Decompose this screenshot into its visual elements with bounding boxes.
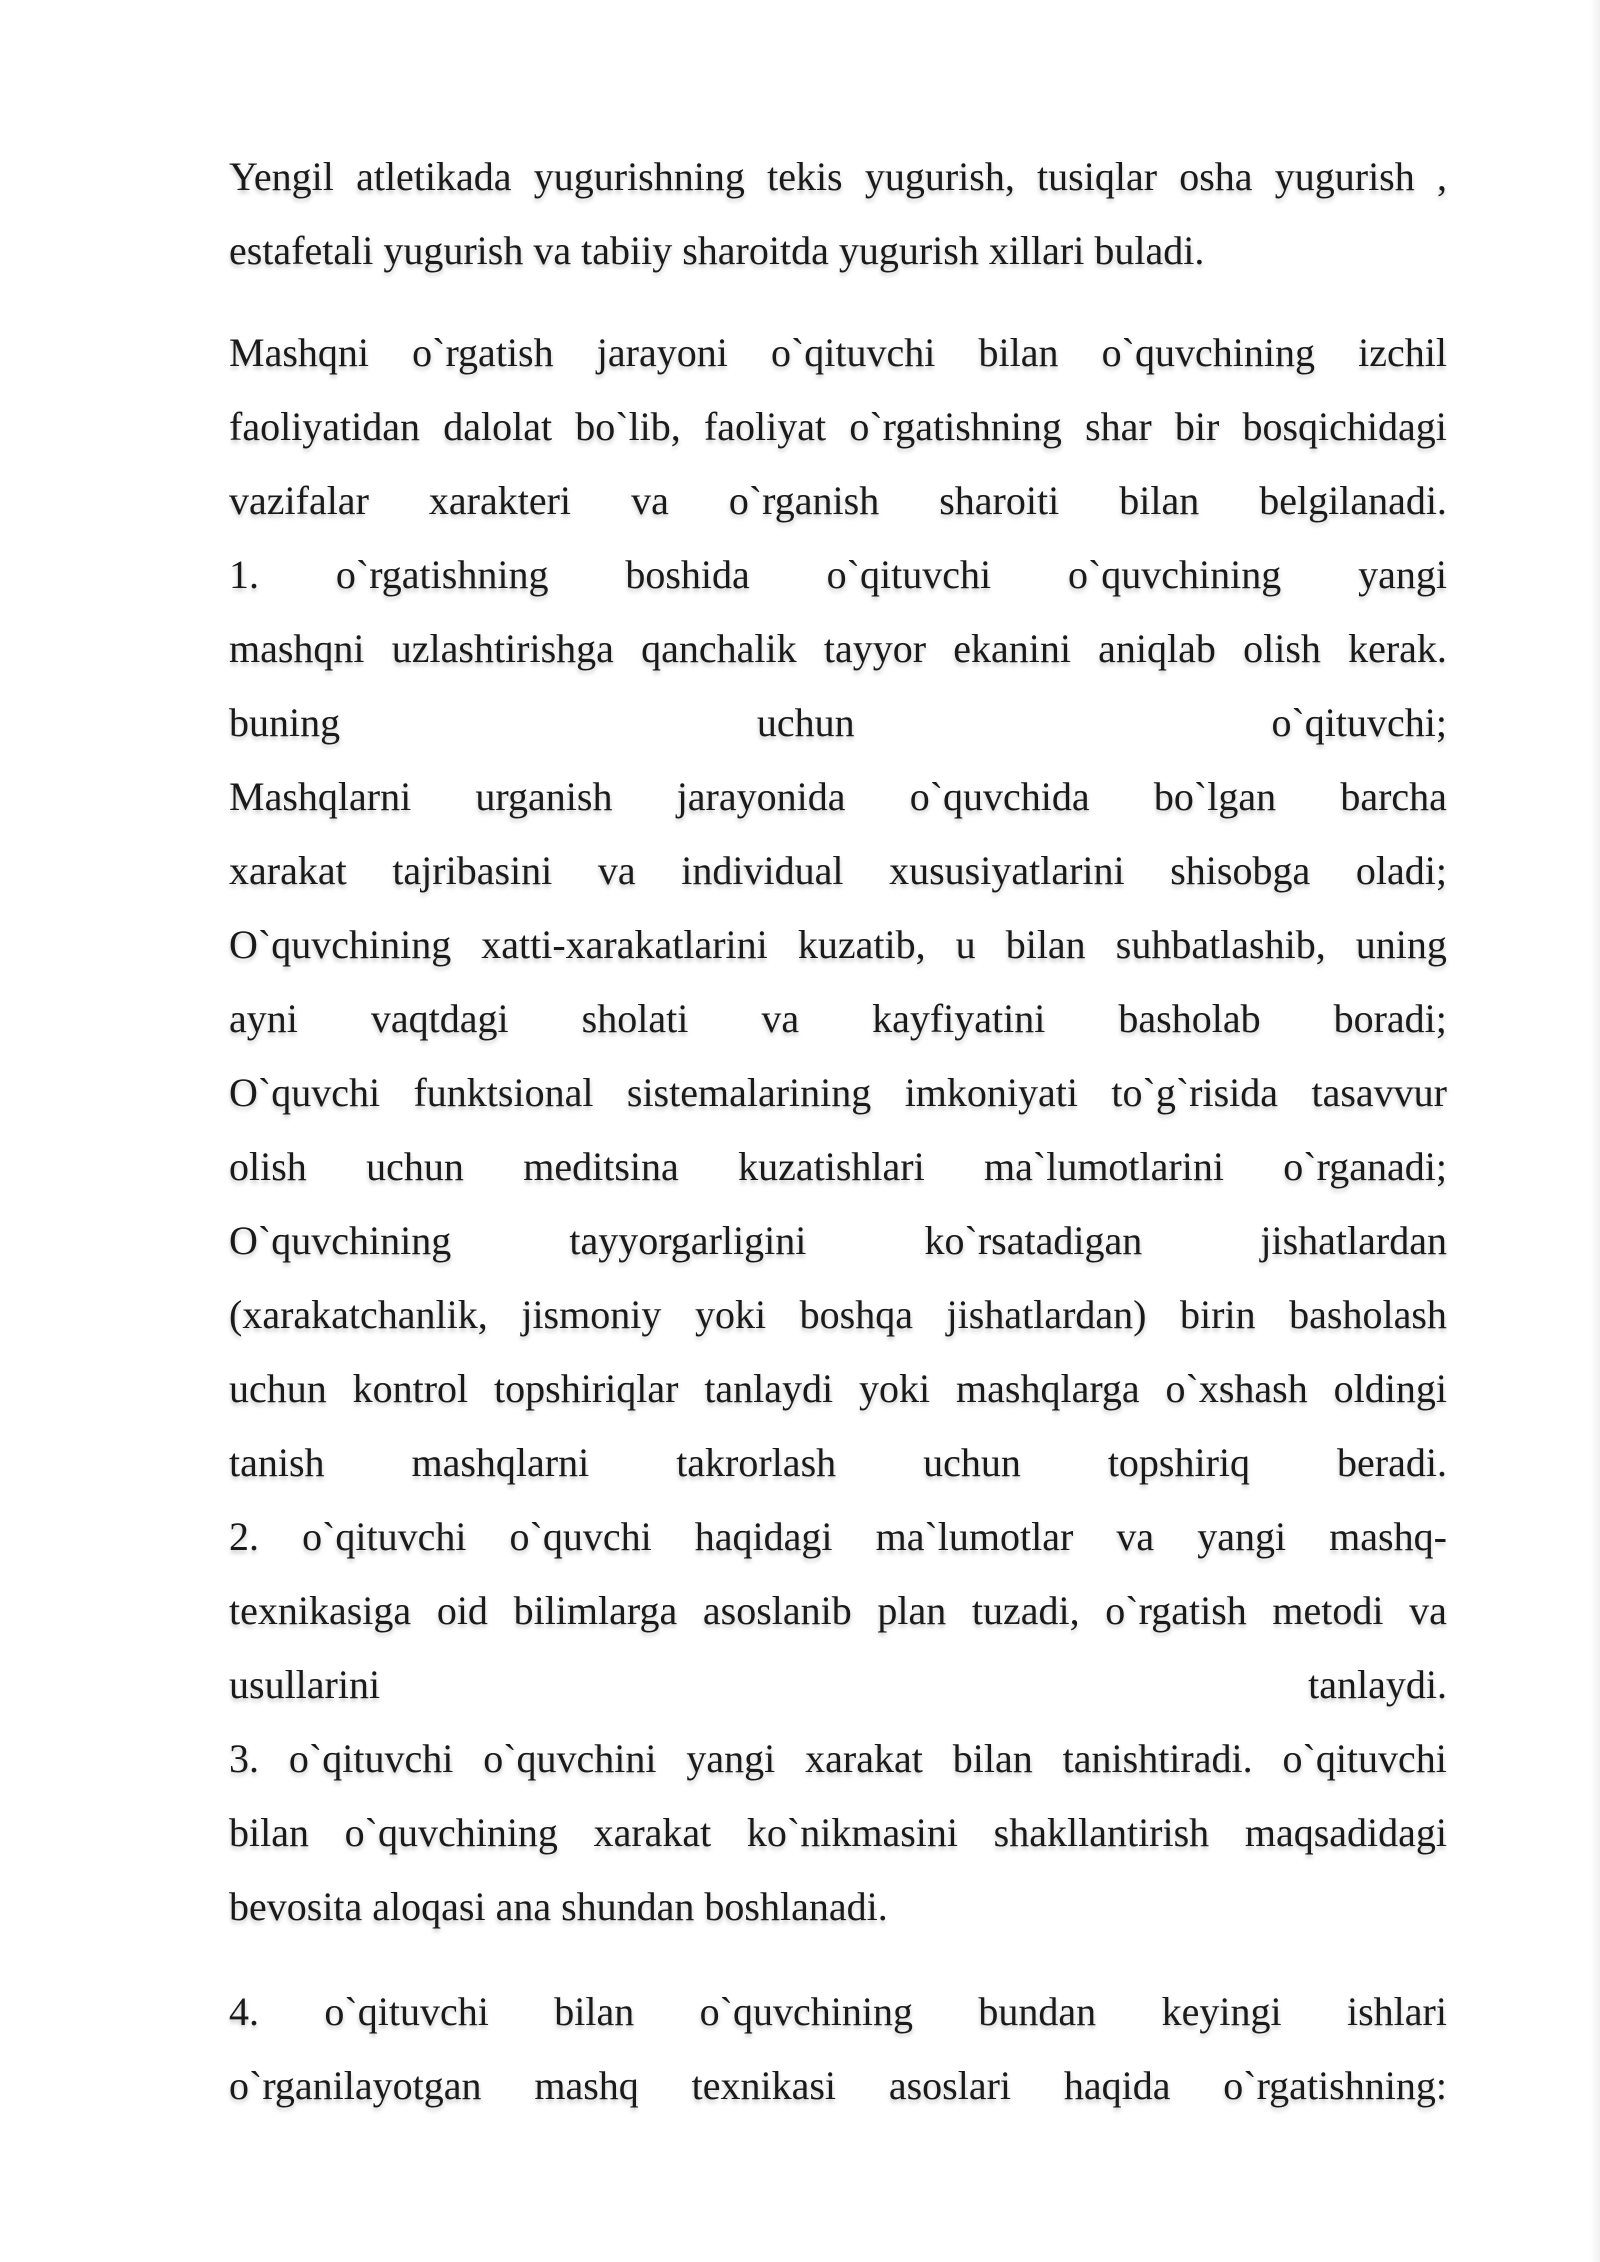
word: ishlari	[1347, 1989, 1447, 2034]
word: o`rganadi;	[1283, 1144, 1447, 1189]
word: vaqtdagi	[370, 996, 509, 1041]
word: jarayoni	[596, 330, 728, 375]
word: tanishtiradi.	[1062, 1736, 1253, 1781]
word: suhbatlashib,	[1115, 922, 1326, 967]
word: shisobga	[1170, 848, 1311, 893]
word: boradi;	[1333, 996, 1447, 1041]
word: birin	[1180, 1292, 1256, 1337]
word: o`rgatish	[412, 330, 554, 375]
word: o`qituvchi	[324, 1989, 489, 2034]
text-line	[229, 538, 1447, 612]
word: o`qituvchi;	[1271, 700, 1447, 745]
word: keyingi	[1161, 1989, 1282, 2034]
text-line	[229, 1500, 1447, 1574]
word: to`g`risida	[1111, 1070, 1279, 1115]
word: basholash	[1289, 1292, 1447, 1337]
word: o`quvchining	[344, 1810, 558, 1855]
word: ,	[1436, 154, 1447, 199]
word: O`quvchining	[229, 922, 452, 967]
word: 3.	[229, 1736, 259, 1781]
word: yugurishning	[533, 154, 745, 199]
word: o`qituvchi	[1282, 1736, 1447, 1781]
word: xarakteri	[428, 478, 572, 523]
word: xususiyatlarini	[889, 848, 1125, 893]
text-line	[229, 2049, 1447, 2123]
word: osha	[1179, 154, 1253, 199]
word: topshiriqlar	[494, 1366, 679, 1411]
word: buning	[229, 700, 341, 745]
word: va	[597, 848, 636, 893]
word: olish	[1243, 626, 1321, 671]
word: asoslari	[888, 2063, 1012, 2108]
word: ekanini	[953, 626, 1071, 671]
word: tanish	[229, 1440, 325, 1485]
word: bo`lib,	[575, 404, 681, 449]
text-line	[229, 908, 1447, 982]
word: tanlaydi	[704, 1366, 834, 1411]
text-line: bevosita aloqasi ana shundan boshlanadi.	[229, 1884, 888, 1929]
word: jishatlardan	[1260, 1218, 1447, 1263]
text-line	[229, 1426, 1447, 1500]
word: kuzatib,	[797, 922, 926, 967]
word: tasavvur	[1311, 1070, 1447, 1115]
word: belgilanadi.	[1259, 478, 1447, 523]
paragraph-3	[229, 1975, 1447, 2123]
text-line	[229, 1722, 1447, 1796]
text-line	[229, 686, 1447, 760]
word: o`quvchini	[483, 1736, 657, 1781]
word: ayni	[229, 996, 298, 1041]
word: o`rgatishning	[849, 404, 1062, 449]
word: jishatlardan)	[946, 1292, 1147, 1337]
word: tanlaydi.	[1308, 1662, 1447, 1707]
word: uchun	[756, 700, 855, 745]
word: va	[631, 478, 669, 523]
paragraph-body	[229, 140, 1447, 288]
word: texnikasi	[691, 2063, 837, 2108]
word: oldingi	[1333, 1366, 1447, 1411]
word: o`qituvchi	[302, 1514, 467, 1559]
word: faoliyat	[703, 404, 827, 449]
word: ma`lumotlarini	[984, 1144, 1224, 1189]
text-line	[229, 1278, 1447, 1352]
word: plan	[877, 1588, 947, 1633]
paragraph-2	[229, 316, 1447, 1944]
word: individual	[681, 848, 844, 893]
word: beradi.	[1337, 1440, 1447, 1485]
word: uchun	[229, 1366, 327, 1411]
word: o`rgatishning	[335, 552, 549, 597]
word: kerak.	[1348, 626, 1447, 671]
word: takrorlash	[676, 1440, 837, 1485]
word: kontrol	[352, 1366, 469, 1411]
word: tajribasini	[392, 848, 553, 893]
word: boshida	[625, 552, 750, 597]
word: yugurish	[1274, 154, 1415, 199]
word: o`qituvchi	[770, 330, 936, 375]
word: va	[1116, 1514, 1155, 1559]
word: topshiriq	[1107, 1440, 1251, 1485]
word: bir	[1174, 404, 1220, 449]
word: xatti-xarakatlarini	[481, 922, 768, 967]
word: xarakat	[593, 1810, 712, 1855]
word: vazifalar	[229, 478, 369, 523]
paragraph-body	[229, 1975, 1447, 2123]
text-line	[229, 834, 1447, 908]
text-line	[229, 1796, 1447, 1870]
word: o`quvchining	[1101, 330, 1315, 375]
text-line	[229, 612, 1447, 686]
word: va	[1409, 1588, 1447, 1633]
text-line	[229, 982, 1447, 1056]
word: xarakat	[229, 848, 347, 893]
word: basholab	[1118, 996, 1261, 1041]
word: barcha	[1340, 774, 1447, 819]
word: o`rgatish	[1105, 1588, 1247, 1633]
text-line	[229, 1204, 1447, 1278]
word: o`quvchi	[509, 1514, 652, 1559]
word: mashqni	[229, 626, 365, 671]
word: usullarini	[229, 1662, 381, 1707]
word: oid	[436, 1588, 488, 1633]
word: (xarakatchanlik,	[229, 1292, 488, 1337]
text-line	[229, 1975, 1447, 2049]
word: Mashqlarni	[229, 774, 412, 819]
word: boshqa	[799, 1292, 913, 1337]
word: tusiqlar	[1037, 154, 1158, 199]
word: mashqlarni	[411, 1440, 590, 1485]
word: o`rganish	[728, 478, 880, 523]
word: bilan	[952, 1736, 1033, 1781]
word: yoki	[694, 1292, 767, 1337]
word: meditsina	[523, 1144, 679, 1189]
word: 1.	[229, 552, 259, 597]
text-line	[229, 1574, 1447, 1648]
word: o`quvchining	[699, 1989, 913, 2034]
word: yoki	[859, 1366, 931, 1411]
word: bilan	[978, 330, 1059, 375]
word: yugurish,	[864, 154, 1015, 199]
word: haqidagi	[694, 1514, 833, 1559]
word: O`quvchining	[229, 1218, 452, 1263]
text-line: estafetali yugurish va tabiiy sharoitda yugurish xillari buladi.	[229, 228, 1205, 273]
word: sistemalarining	[626, 1070, 872, 1115]
text-line	[229, 316, 1447, 390]
word: mashq-	[1329, 1514, 1447, 1559]
word: sholati	[581, 996, 689, 1041]
word: yangi	[1197, 1514, 1287, 1559]
word: o`rgatishning:	[1223, 2063, 1447, 2108]
word: yangi	[1358, 552, 1447, 597]
word: qanchalik	[641, 626, 797, 671]
paragraph-1	[229, 140, 1447, 288]
word: metodi	[1272, 1588, 1384, 1633]
word: uzlashtirishga	[391, 626, 614, 671]
word: shar	[1085, 404, 1152, 449]
word: yangi	[686, 1736, 776, 1781]
word: tuzadi,	[971, 1588, 1080, 1633]
word: ma`lumotlar	[875, 1514, 1074, 1559]
word: funktsional	[413, 1070, 594, 1115]
word: kuzatishlari	[738, 1144, 925, 1189]
word: o`quvchining	[1067, 552, 1282, 597]
word: ko`nikmasini	[746, 1810, 959, 1855]
word: maqsadidagi	[1244, 1810, 1447, 1855]
word: kayfiyatini	[872, 996, 1046, 1041]
word: bilan	[229, 1810, 309, 1855]
word: izchil	[1358, 330, 1447, 375]
text-line	[229, 464, 1447, 538]
word: sharoiti	[939, 478, 1060, 523]
word: bilimlarga	[513, 1588, 678, 1633]
text-line	[229, 1648, 1447, 1722]
word: olish	[229, 1144, 307, 1189]
text-line	[229, 1352, 1447, 1426]
word: 2.	[229, 1514, 259, 1559]
word: shakllantirish	[993, 1810, 1210, 1855]
word: bilan	[1005, 922, 1086, 967]
word: Mashqni	[229, 330, 369, 375]
word: aniqlab	[1098, 626, 1216, 671]
word: o`rganilayotgan	[229, 2063, 482, 2108]
word: faoliyatidan	[229, 404, 421, 449]
word: o`qituvchi	[826, 552, 992, 597]
text-line	[229, 1130, 1447, 1204]
word: uchun	[366, 1144, 464, 1189]
word: 4.	[229, 1989, 259, 2034]
word: mashqlarga	[956, 1366, 1140, 1411]
word: o`qituvchi	[288, 1736, 454, 1781]
word: bundan	[978, 1989, 1097, 2034]
word: asoslanib	[702, 1588, 852, 1633]
word: jarayonida	[676, 774, 846, 819]
word: atletikada	[356, 154, 512, 199]
word: bosqichidagi	[1242, 404, 1447, 449]
word: tayyor	[823, 626, 927, 671]
word: jismoniy	[521, 1292, 662, 1337]
text-line	[229, 1056, 1447, 1130]
word: u	[955, 922, 976, 967]
word: texnikasiga	[229, 1588, 412, 1633]
word: tekis	[767, 154, 843, 199]
word: uchun	[923, 1440, 1021, 1485]
word: uning	[1355, 922, 1447, 967]
text-line	[229, 140, 1447, 214]
word: O`quvchi	[229, 1070, 381, 1115]
word: va	[761, 996, 800, 1041]
word: imkoniyati	[904, 1070, 1079, 1115]
page-edge-shadow	[1590, 0, 1600, 2262]
word: tayyorgarligini	[569, 1218, 807, 1263]
word: bilan	[1119, 478, 1200, 523]
word: oladi;	[1355, 848, 1447, 893]
word: dalolat	[443, 404, 553, 449]
word: ko`rsatadigan	[924, 1218, 1143, 1263]
paragraph-body	[229, 316, 1447, 1944]
word: xarakat	[805, 1736, 923, 1781]
word: bilan	[554, 1989, 635, 2034]
word: Yengil	[229, 154, 334, 199]
word: o`quvchida	[909, 774, 1090, 819]
word: mashq	[534, 2063, 639, 2108]
word: bo`lgan	[1153, 774, 1277, 819]
word: urganish	[475, 774, 613, 819]
text-line	[229, 390, 1447, 464]
word: haqida	[1063, 2063, 1171, 2108]
word: o`xshash	[1165, 1366, 1308, 1411]
text-line	[229, 760, 1447, 834]
